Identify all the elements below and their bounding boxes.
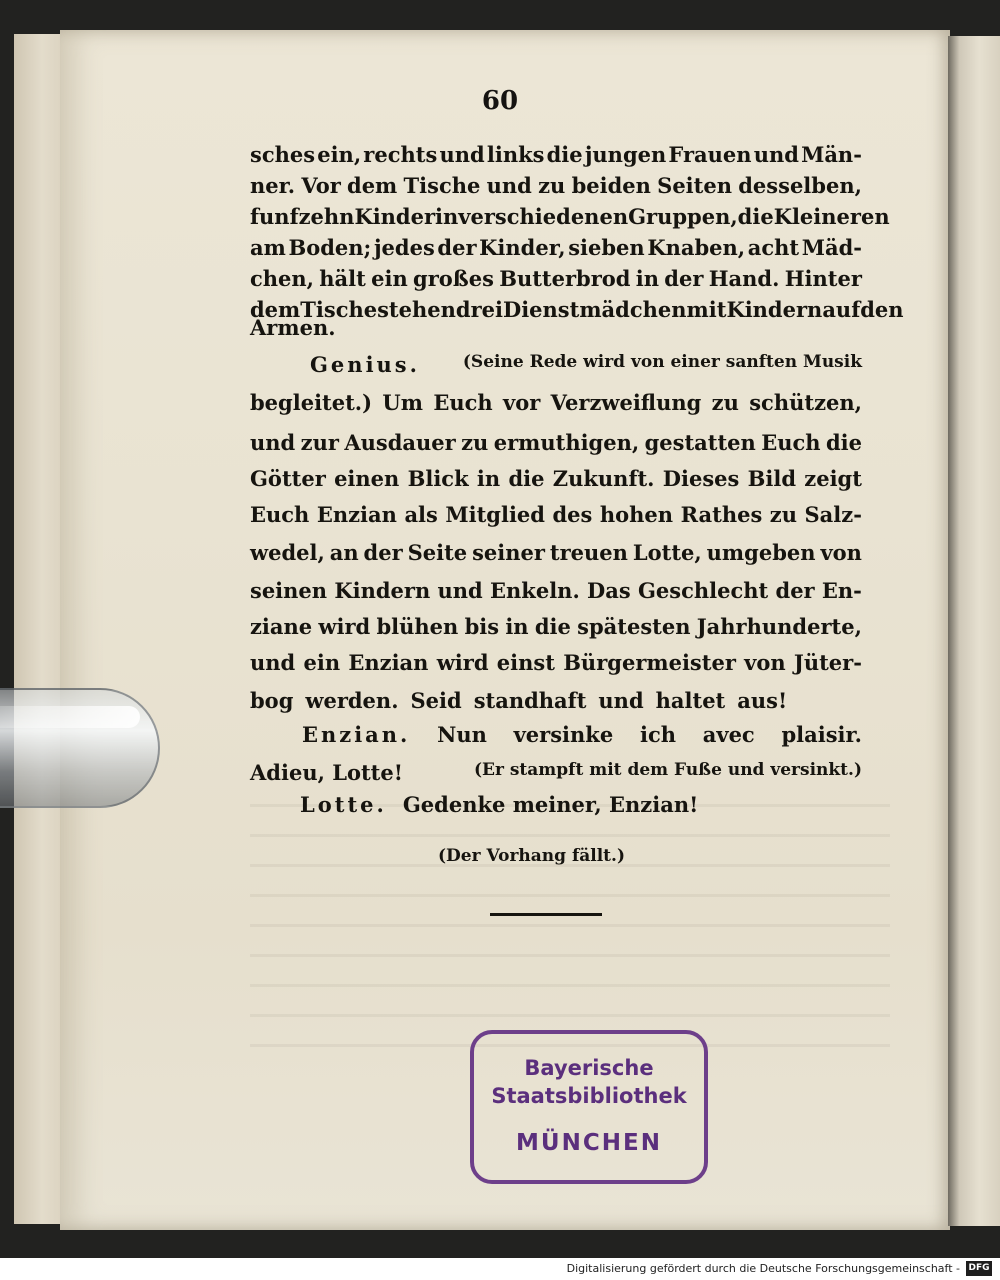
word: der (363, 540, 403, 565)
word: zur (300, 430, 339, 455)
word: blühen (376, 614, 459, 639)
speaker-name: Enzian. (302, 722, 411, 747)
word: Rathes (680, 502, 763, 527)
text-line (250, 578, 862, 610)
stamp-line: MÜNCHEN (516, 1130, 662, 1156)
word: ziane (250, 614, 313, 639)
word: versinke (513, 722, 614, 747)
word: bog (250, 688, 294, 713)
word: als (404, 502, 438, 527)
closing-rule (490, 913, 602, 916)
word: Vor (301, 173, 341, 198)
speaker-line-genius (310, 352, 862, 384)
word: hält (319, 266, 366, 291)
text-line (250, 688, 862, 720)
word: Jüter- (793, 650, 862, 675)
word: acht (747, 235, 800, 260)
dialogue: Gedenke meiner, Enzian! (402, 792, 699, 817)
text-line (250, 235, 862, 267)
word: Knaben, (647, 235, 746, 260)
word: ermuthigen, (493, 430, 640, 455)
word: der (664, 266, 704, 291)
word: des (552, 502, 593, 527)
text-line (250, 466, 862, 498)
word: Armen. (250, 315, 336, 340)
word: Tische (300, 297, 378, 322)
word: in (505, 614, 529, 639)
word: von (744, 650, 786, 675)
word: chen, (250, 266, 314, 291)
stage-direction: (Er stampft mit dem Fuße und versinkt.) (473, 760, 862, 780)
word: Geschlecht (637, 578, 769, 603)
word: Butterbrod (499, 266, 631, 291)
word: Seiten (657, 173, 732, 198)
word: die (546, 142, 583, 167)
word: Kinder, (479, 235, 566, 260)
word: jedes (373, 235, 435, 260)
footer-credit: Digitalisierung gefördert durch die Deutsche Forschungsgemeinschaft - (566, 1262, 960, 1275)
text-line (250, 315, 862, 347)
word: zu (769, 502, 797, 527)
page-number: 60 (481, 86, 519, 116)
word: Das (587, 578, 631, 603)
word: wedel, (250, 540, 325, 565)
word: rechts (363, 142, 438, 167)
word: Zukunft. (552, 466, 655, 491)
word: bis (464, 614, 500, 639)
word: Nun (437, 722, 487, 747)
word: und (486, 173, 532, 198)
word: werden. (305, 688, 399, 713)
word: Jahrhunderte, (696, 614, 862, 639)
word: Blick (407, 466, 469, 491)
word: begleitet.) (250, 390, 373, 415)
word: die (825, 430, 862, 455)
word: zu (711, 390, 739, 415)
dfg-logo: DFG (966, 1261, 992, 1276)
word: sieben (568, 235, 645, 260)
word: Kinder (354, 204, 436, 229)
word: einen (334, 466, 400, 491)
stage-direction-curtain: (Der Vorhang fällt.) (438, 846, 625, 866)
word: Götter (250, 466, 326, 491)
word: wird (436, 650, 489, 675)
text-line (250, 540, 862, 572)
word: Euch (433, 390, 493, 415)
word: wird (318, 614, 371, 639)
facing-page-edge (948, 36, 1000, 1226)
word: in (476, 466, 501, 491)
word: Kindern (334, 578, 431, 603)
word: Um (382, 390, 423, 415)
text-line (250, 204, 890, 236)
word: sches (250, 142, 316, 167)
word: gestatten (644, 430, 756, 455)
word: zu (461, 430, 489, 455)
word: Seid (410, 688, 462, 713)
word: Hand. (708, 266, 780, 291)
speaker-name: Genius. (310, 352, 420, 377)
word: avec (702, 722, 755, 747)
word: Seite (407, 540, 468, 565)
speaker-name: Lotte. (300, 792, 387, 817)
word: Frauen (668, 142, 752, 167)
word: Tische (403, 173, 481, 198)
word: Enzian (348, 650, 429, 675)
word: zu (538, 173, 566, 198)
word: und (753, 142, 799, 167)
speaker-line-enzian (302, 722, 862, 754)
word: ein, (317, 142, 362, 167)
word: Dienstmädchen (502, 297, 687, 322)
word: beiden (571, 173, 651, 198)
word: Mitglied (445, 502, 545, 527)
word: Euch (761, 430, 821, 455)
word: Verzweiflung (550, 390, 702, 415)
word: Kleineren (773, 204, 890, 229)
word: haltet (655, 688, 726, 713)
word: desselben, (738, 173, 862, 198)
word: Dieses (662, 466, 740, 491)
word: mit (686, 297, 727, 322)
word: in (635, 266, 660, 291)
word: schützen, (749, 390, 862, 415)
word: Gruppen, (628, 204, 738, 229)
text-line (250, 430, 862, 462)
word: drei (455, 297, 503, 322)
word: die (534, 614, 571, 639)
word: Män- (801, 142, 862, 167)
word: Enkeln. (490, 578, 580, 603)
library-stamp (470, 1030, 708, 1184)
show-through-text (250, 790, 890, 1070)
word: ner. (250, 173, 296, 198)
word: spätesten (577, 614, 691, 639)
text-line (250, 173, 862, 205)
word: links (486, 142, 545, 167)
text-line (250, 650, 862, 682)
word: Salz- (804, 502, 862, 527)
word: standhaft (473, 688, 587, 713)
word: ein (303, 650, 341, 675)
word: und (437, 578, 483, 603)
word: Boden; (288, 235, 372, 260)
word: und (439, 142, 485, 167)
stamp-line: Bayerische (524, 1056, 654, 1080)
word: ein (371, 266, 408, 291)
word: Lotte, (632, 540, 702, 565)
word: En- (821, 578, 862, 603)
word: die (508, 466, 545, 491)
word: zeigt (804, 466, 862, 491)
word: verschiedenen (458, 204, 629, 229)
text-line (250, 760, 862, 792)
word: Kindern (726, 297, 823, 322)
text-line (250, 502, 862, 534)
word: Bürgermeister (563, 650, 736, 675)
word: jungen (584, 142, 667, 167)
word: vor (503, 390, 541, 415)
word: in (435, 204, 459, 229)
text-line (250, 390, 862, 422)
word: der (775, 578, 815, 603)
text-line (250, 266, 862, 298)
word: und (250, 650, 296, 675)
word: Ausdauer (344, 430, 456, 455)
word: die (737, 204, 774, 229)
word: plaisir. (781, 722, 862, 747)
word: Euch (250, 502, 310, 527)
word: den (860, 297, 904, 322)
word: ich (639, 722, 677, 747)
word: großes (413, 266, 494, 291)
dialogue: Adieu, Lotte! (250, 760, 403, 785)
stamp-line: Staatsbibliothek (491, 1084, 687, 1108)
text-line (250, 142, 862, 174)
word: umgeben (706, 540, 816, 565)
word: dem (347, 173, 398, 198)
word: Mäd- (801, 235, 862, 260)
word: seiner (472, 540, 545, 565)
word: und (598, 688, 644, 713)
footer-bar (0, 1258, 1000, 1280)
text-line (250, 614, 862, 646)
word: Bild (747, 466, 797, 491)
word: funfzehn (250, 204, 355, 229)
word: dem (250, 297, 301, 322)
word: stehen (377, 297, 456, 322)
word: treuen (549, 540, 628, 565)
word: auf (822, 297, 861, 322)
word: aus! (737, 688, 788, 713)
word: an (329, 540, 359, 565)
glass-clip-highlight (0, 706, 140, 728)
word: von (820, 540, 862, 565)
speaker-line-lotte (300, 792, 862, 824)
word: einst (496, 650, 555, 675)
word: der (437, 235, 477, 260)
word: hohen (599, 502, 674, 527)
word: am (250, 235, 286, 260)
word: Hinter (784, 266, 862, 291)
word: Enzian (316, 502, 397, 527)
word: und (250, 430, 296, 455)
word: seinen (250, 578, 328, 603)
stage-direction: (Seine Rede wird von einer sanften Musik (462, 352, 862, 372)
